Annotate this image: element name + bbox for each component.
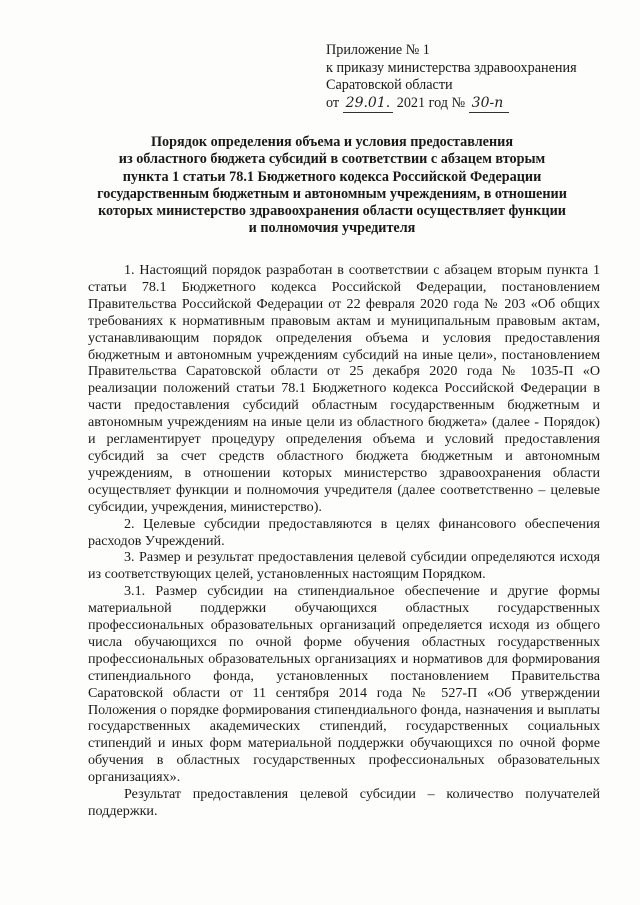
handwritten-order-number: 30-п	[469, 95, 509, 114]
appendix-region: Саратовской области	[326, 77, 453, 93]
appendix-year: 2021 год №	[396, 94, 466, 111]
paragraph-3: 3. Размер и результат предоставления целевой субсидии определяются исходя из соответствующих целей, установленных настоящим Порядком.	[88, 549, 600, 583]
appendix-order-ref: к приказу министерства здравоохранения	[326, 59, 577, 76]
title-line: из областного бюджета субсидий в соответствии с абзацем вторым	[118, 151, 546, 168]
paragraph-3-1: 3.1. Размер субсидии на стипендиальное обеспечение и другие формы материальной поддержки обучающихся областных государственных профессиональных образовательных организаций определяется исходя из общего числа обучающихся по очной форме обучения областных государственных профессиональных образовательных организациях и нормативов для формирования стипендиального фонда, установленных постановлением Правительства Саратовской области от 11 сентября 2014 года № 527-П «Об утверждении Положения о порядке формирования стипендиального фонда, назначения и выплаты государственных академических стипендий, государственных социальных стипендий и иных форм материальной поддержки обучающихся по очной форме обучения в областных государственных профессиональных образовательных организациях».	[88, 583, 600, 786]
document-body	[88, 262, 600, 820]
handwritten-date: 29.01.	[343, 95, 394, 114]
title-line: пункта 1 статьи 78.1 Бюджетного кодекса Российской Федерации	[122, 168, 542, 185]
title-line: и полномочия учредителя	[248, 220, 416, 237]
appendix-date-line	[326, 95, 616, 114]
title-line: которых министерство здравоохранения области осуществляет функции	[98, 203, 566, 220]
title-line: Порядок определения объема и условия предоставления	[150, 134, 514, 150]
title-line: государственным бюджетным и автономным учреждениям, в отношении	[97, 185, 567, 202]
appendix-number: Приложение № 1	[326, 42, 430, 58]
appendix-from-prefix: от	[326, 94, 340, 111]
document-title	[62, 134, 602, 238]
paragraph-2: 2. Целевые субсидии предоставляются в целях финансового обеспечения расходов Учреждений.	[88, 515, 600, 549]
paragraph-result: Результат предоставления целевой субсидии – количество получателей поддержки.	[88, 786, 600, 819]
appendix-header	[326, 42, 616, 113]
paragraph-1: 1. Настоящий порядок разработан в соответствии с абзацем вторым пункта 1 статьи 78.1 Бюджетного кодекса Российской Федерации, постановлением Правительства Российской Федерации от 22 февраля 2020 года № 203 «Об общих требованиях к нормативным правовым актам и муниципальным правовым актам, устанавливающим порядок определения объема и условия предоставления бюджетным и автономным учреждениям субсидий на иные цели», постановлением Правительства Саратовской области от 25 декабря 2020 года № 1035-П «О реализации положений статьи 78.1 Бюджетного кодекса Российской Федерации в части предоставления субсидий областным государственным бюджетным и автономным учреждениям на иные цели из областного бюджета» (далее - Порядок) и регламентирует процедуру определения объема и условий предоставления субсидий за счет средств областного бюджета бюджетным и автономным учреждениям, в отношении которых министерство здравоохранения области осуществляет функции и полномочия учредителя (далее соответственно – целевые субсидии, учреждения, министерство).	[88, 262, 600, 515]
